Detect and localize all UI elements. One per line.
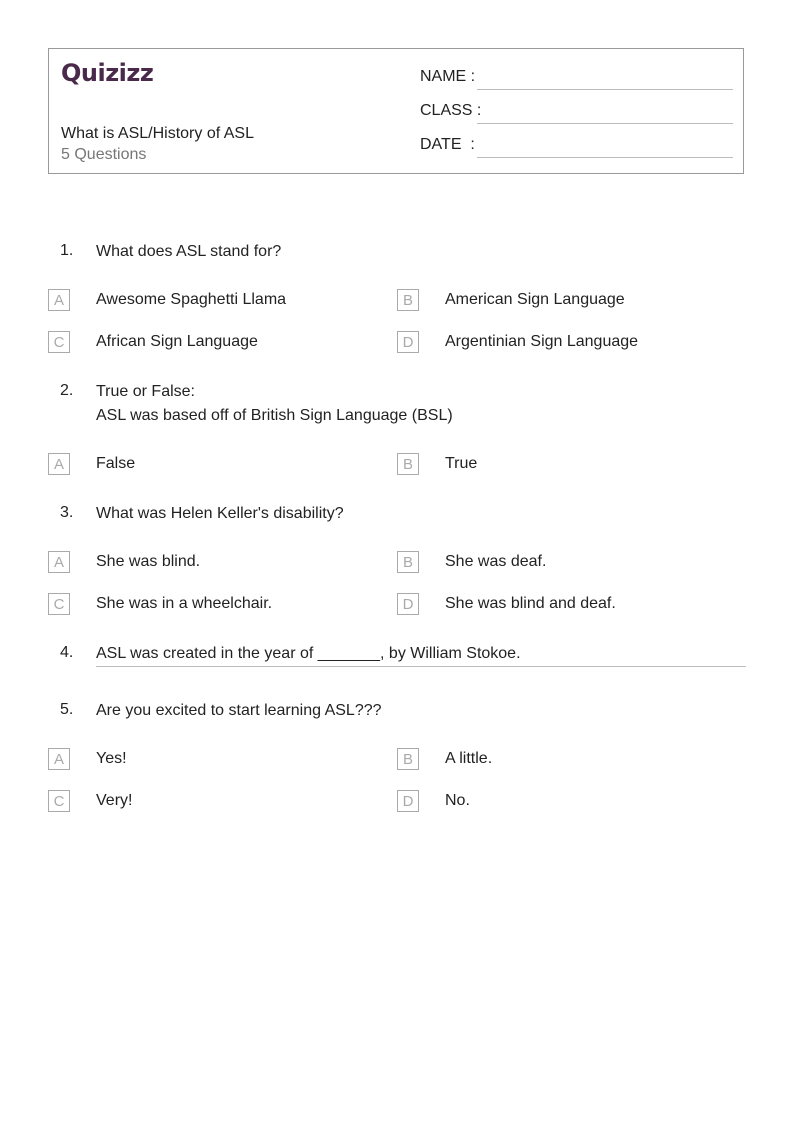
option-b-box[interactable]: B [397, 748, 419, 770]
quiz-title: What is ASL/History of ASL [61, 125, 254, 142]
name-label: NAME : [420, 68, 476, 85]
option-c-box[interactable]: C [48, 790, 70, 812]
option-b-text: A little. [445, 750, 493, 767]
question-number: 3. [60, 504, 74, 521]
option-c-box[interactable]: C [48, 593, 70, 615]
answer-line[interactable] [96, 666, 746, 667]
option-c-text: She was in a wheelchair. [96, 595, 273, 612]
option-b-text: American Sign Language [445, 291, 625, 308]
question-number: 4. [60, 644, 74, 661]
option-a-box[interactable]: A [48, 289, 70, 311]
name-field[interactable] [477, 89, 733, 90]
option-b-text: True [445, 455, 478, 472]
option-a-text: Yes! [96, 750, 127, 767]
option-d-box[interactable]: D [397, 593, 419, 615]
option-d-text: She was blind and deaf. [445, 595, 616, 612]
option-a-box[interactable]: A [48, 453, 70, 475]
question-text: What does ASL stand for? [96, 243, 282, 260]
question-text: ASL was created in the year of _______, by William Stokoe. [96, 645, 521, 662]
option-b-text: She was deaf. [445, 553, 547, 570]
quizizz-logo: Quizizz [61, 59, 154, 87]
option-a-box[interactable]: A [48, 551, 70, 573]
class-field[interactable] [477, 123, 733, 124]
option-c-box[interactable]: C [48, 331, 70, 353]
option-b-box[interactable]: B [397, 289, 419, 311]
option-c-text: African Sign Language [96, 333, 258, 350]
question-text: Are you excited to start learning ASL??? [96, 702, 382, 719]
option-b-box[interactable]: B [397, 453, 419, 475]
worksheet-header [48, 48, 744, 174]
option-b-box[interactable]: B [397, 551, 419, 573]
option-d-text: No. [445, 792, 470, 809]
class-label: CLASS : [420, 102, 482, 119]
option-d-box[interactable]: D [397, 331, 419, 353]
option-a-text: False [96, 455, 136, 472]
option-d-box[interactable]: D [397, 790, 419, 812]
question-text: What was Helen Keller's disability? [96, 505, 344, 522]
question-number: 2. [60, 382, 74, 399]
option-c-text: Very! [96, 792, 133, 809]
option-a-text: She was blind. [96, 553, 201, 570]
question-count: 5 Questions [61, 146, 147, 163]
question-text-line-1: True or False: [96, 383, 195, 400]
option-a-box[interactable]: A [48, 748, 70, 770]
question-number: 1. [60, 242, 74, 259]
question-number: 5. [60, 701, 74, 718]
question-text-line-2: ASL was based off of British Sign Language (BSL) [96, 407, 453, 424]
date-field[interactable] [477, 157, 733, 158]
option-a-text: Awesome Spaghetti Llama [96, 291, 287, 308]
date-label: DATE : [420, 136, 475, 153]
option-d-text: Argentinian Sign Language [445, 333, 639, 350]
